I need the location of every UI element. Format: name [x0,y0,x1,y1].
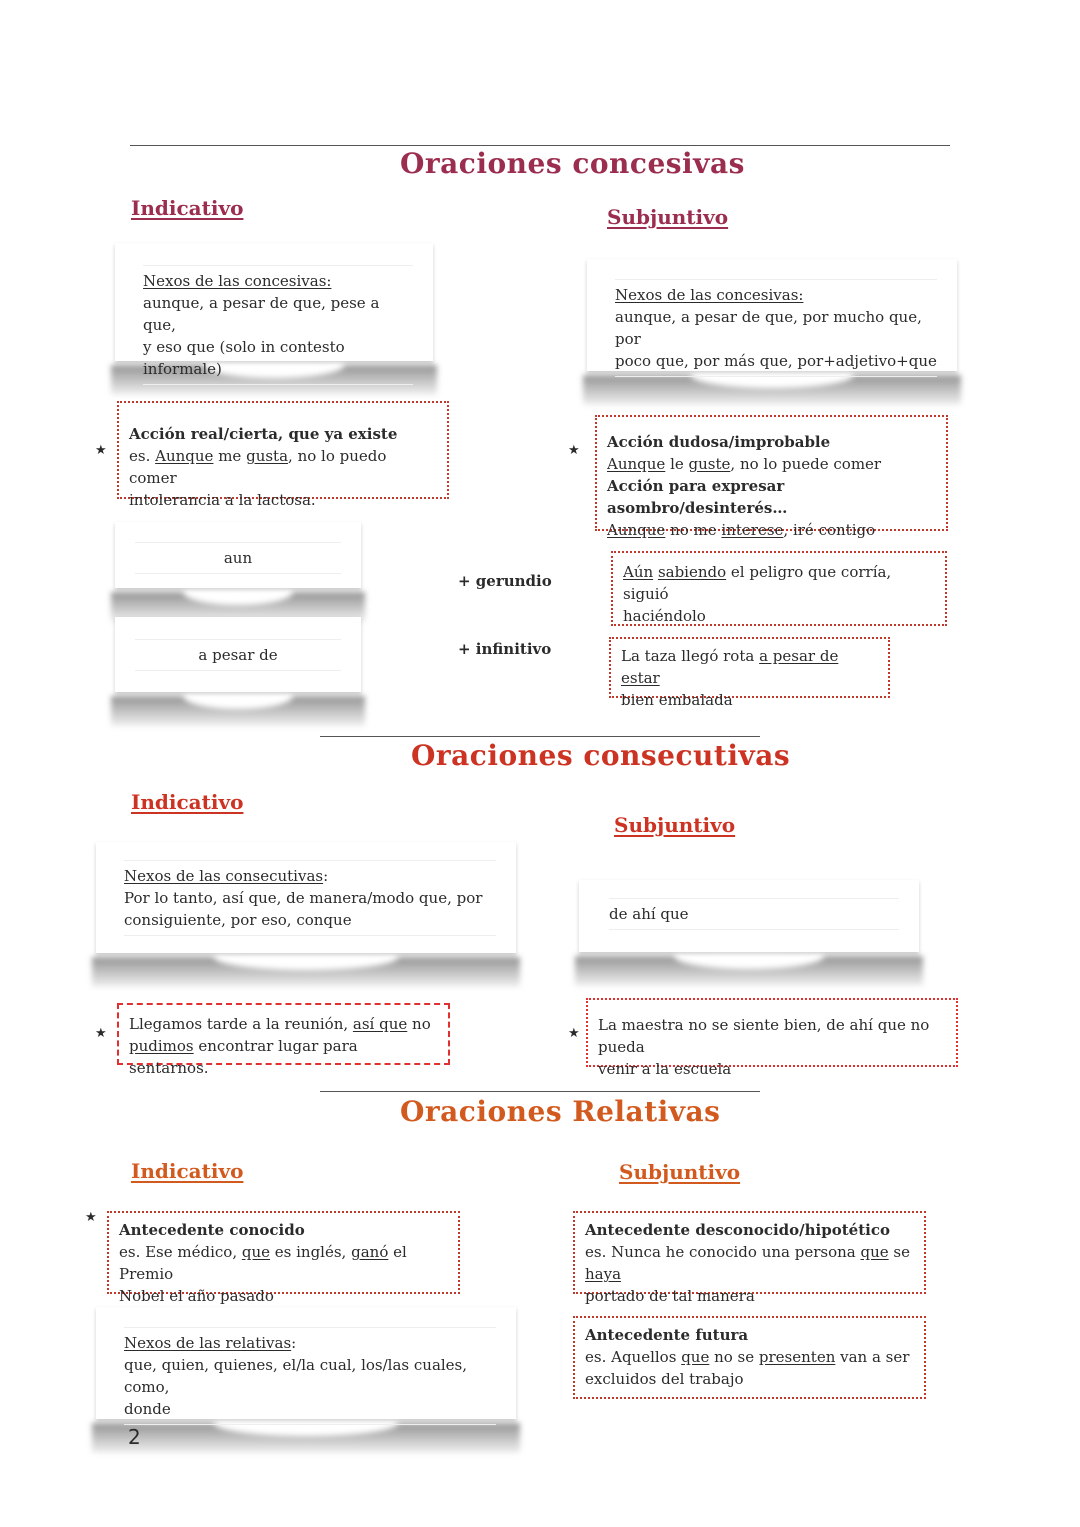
card-nexos-concesivas-indicativo [115,243,433,378]
star-icon: ★ [95,443,107,458]
star-icon: ★ [85,1210,97,1225]
rule-consecutivas [320,736,760,737]
box-example-line-2: portado de tal manera [585,1287,755,1305]
box-heading: Antecedente futura [585,1326,749,1344]
title-relativas: Oraciones Relativas [400,1095,721,1128]
box-example-line: es. Nunca he conocido una persona que se haya [585,1243,910,1283]
star-icon: ★ [568,1026,580,1041]
rule-relativas [320,1091,760,1092]
gerundio-example-line-2: haciéndolo [623,607,706,625]
card-a-pesar-de [115,617,361,692]
example-line-1: Llegamos tarde a la reunión, así que no [129,1015,431,1033]
nexos-label: Nexos de las consecutivas [124,867,324,885]
heading-subjuntivo-consecutivas: Subjuntivo [614,813,736,837]
example-line-1: La maestra no se siente bien, de ahí que no pueda [598,1016,930,1056]
box-example-line: es. Aunque me gusta, no lo puedo comer [129,447,387,487]
example-box-gerundio [611,551,947,626]
star-icon: ★ [568,443,580,458]
infinitivo-example-line-2: bien embalada [621,691,733,709]
box-example-line: es. Aquellos que no se presenten van a ser [585,1348,910,1366]
nexos-line-2: y eso que (solo in contesto informale) [143,338,345,378]
box-heading: Antecedente desconocido/hipotético [585,1221,890,1239]
example-box-subjuntivo-relativas-1 [573,1211,926,1305]
example-box-subjuntivo-concesivas [595,415,948,539]
nexos-line-1: Por lo tanto, así que, de manera/modo que, por [124,889,483,907]
box-example-2: Aunque no me interese, iré contigo [607,521,876,539]
heading-subjuntivo-relativas: Subjuntivo [619,1160,741,1184]
nexos-label: Nexos de las relativas [124,1334,292,1352]
nexos-line-2: donde [124,1400,171,1418]
nexos-label: Nexos de las concesivas: [615,286,804,304]
example-line-2: pudimos encontrar lugar para sentarnos. [129,1037,358,1077]
infinitivo-label: + infinitivo [458,640,552,658]
a-pesar-de-label: a pesar de [135,639,341,671]
box-example-line-2: excluidos del trabajo [585,1370,744,1388]
nexos-line-1: aunque, a pesar de que, por mucho que, por [615,308,922,348]
heading-indicativo-relativas: Indicativo [131,1159,244,1183]
example-line-2: venir a la escuela [598,1060,732,1078]
nexos-line-1: aunque, a pesar de que, pese a que, [143,294,380,334]
heading-indicativo-concesivas: Indicativo [131,196,244,220]
title-consecutivas: Oraciones consecutivas [411,739,791,772]
box-heading-2: Acción para expresar asombro/desinterés… [607,477,788,517]
box-example-1: Aunque le guste, no lo puede comer [607,455,882,473]
nexos-line-1: que, quien, quienes, el/la cual, los/las cuales, como, [124,1356,468,1396]
de-ahi-que-label: de ahí que [609,898,899,930]
example-box-indicativo-relativas [107,1211,460,1305]
box-example-line-2: intolerancia a la lactosa. [129,491,316,509]
example-box-subjuntivo-relativas-2 [573,1316,926,1399]
star-icon: ★ [95,1026,107,1041]
gerundio-example-line-1: Aún sabiendo el peligro que corría, siguió [623,563,892,603]
card-aun [115,522,361,588]
example-box-subjuntivo-consecutivas [586,998,958,1078]
card-nexos-consecutivas: Nexos de las consecutivas: Por lo tanto, así que, de manera/modo que, por consiguiente, por eso, conque [96,842,516,953]
nexos-line-2: poco que, por más que, por+adjetivo+que [615,352,937,370]
page-number: 2 [128,1425,141,1449]
box-heading-1: Acción dudosa/improbable [607,433,831,451]
rule-concesivas [130,145,950,146]
infinitivo-example-line-1: La taza llegó rota a pesar de estar [621,647,839,687]
gerundio-label: + gerundio [458,572,552,590]
nexos-label: Nexos de las concesivas: [143,272,332,290]
example-box-infinitivo [609,637,890,709]
card-nexos-concesivas-subjuntivo [587,259,957,371]
card-nexos-relativas: Nexos de las relativas: que, quien, quienes, el/la cual, los/las cuales, como, donde [96,1307,516,1419]
box-heading: Acción real/cierta, que ya existe [129,425,398,443]
card-nexo-de-ahi-que [579,880,919,952]
example-box-indicativo-concesivas [117,401,449,509]
nexos-line-2: consiguiente, por eso, conque [124,911,352,929]
title-concesivas: Oraciones concesivas [400,147,745,180]
heading-subjuntivo-concesivas: Subjuntivo [607,205,729,229]
heading-indicativo-consecutivas: Indicativo [131,790,244,814]
example-box-indicativo-consecutivas [117,1003,450,1077]
box-example-line-2: Nobel el año pasado [119,1287,274,1305]
aun-label: aun [135,542,341,574]
box-example-line: es. Ese médico, que es inglés, ganó el Premio [119,1243,407,1283]
box-heading: Antecedente conocido [119,1221,305,1239]
